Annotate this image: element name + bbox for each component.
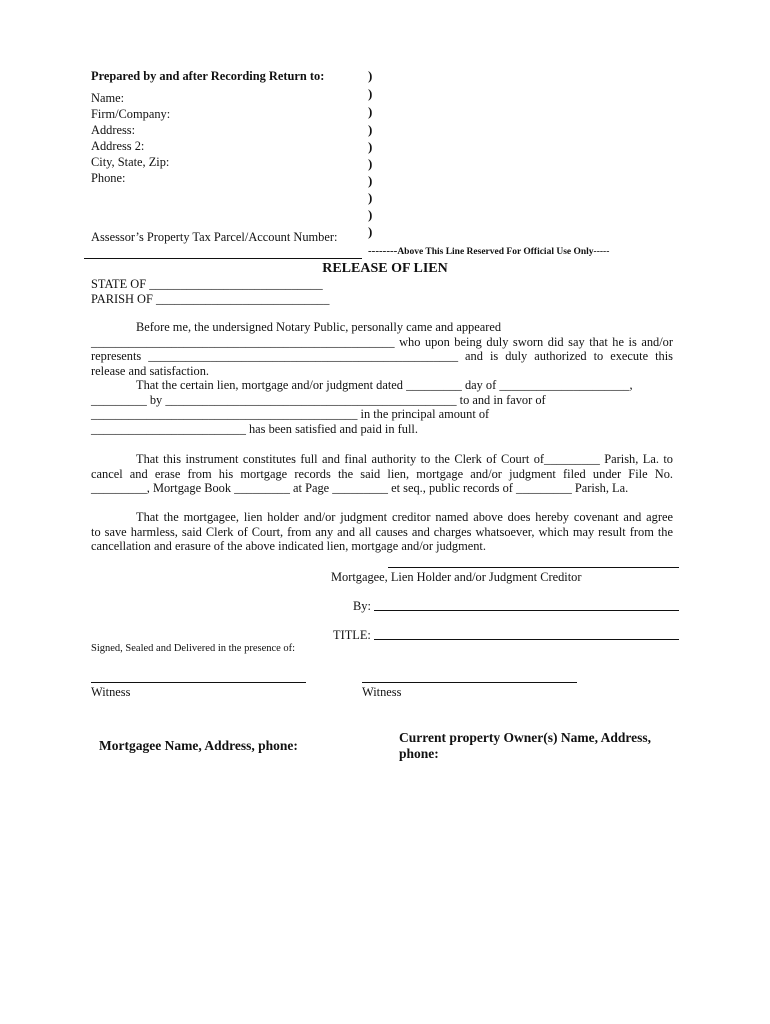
- paragraph-line: represents __________________________________________________ and is duly authorized to execute this: [91, 349, 673, 364]
- bracket-mark: ): [368, 173, 373, 188]
- mortgagee-info-heading: Mortgagee Name, Address, phone:: [99, 738, 298, 753]
- witness2-signature-line[interactable]: [362, 682, 577, 683]
- paragraph-line: cancel and erase from his mortgage records the said lien, mortgage and/or judgment filed under File No.: [91, 466, 673, 481]
- paragraph-line: _________, Mortgage Book _________ at Page _________ et seq., public records of _________ Parish, La.: [91, 481, 629, 496]
- owner-info-heading: Current property Owner(s) Name, Address,: [399, 730, 651, 745]
- paragraph-line: to save harmless, said Clerk of Court, from any and all causes and charges whatsoever, which may result from the: [91, 524, 673, 539]
- authority-paragraph: [91, 452, 673, 496]
- paragraph-line: _________ by _______________________________________________ to and in favor of: [91, 392, 546, 407]
- paragraph-line: That the certain lien, mortgage and/or judgment dated _________ day of _____________________,: [136, 378, 633, 392]
- paragraph-line: That the mortgagee, lien holder and/or judgment creditor named above does hereby covenant and agree: [136, 510, 673, 524]
- bracket-mark: ): [368, 224, 373, 239]
- creditor-label: Mortgagee, Lien Holder and/or Judgment Creditor: [331, 570, 582, 584]
- city-state-zip-label: City, State, Zip:: [91, 155, 170, 169]
- bracket-mark: ): [368, 190, 373, 205]
- name-label: Name:: [91, 91, 125, 105]
- bracket-mark: ): [368, 122, 373, 137]
- witness1-label: Witness: [91, 685, 131, 699]
- paragraph-line: _________________________________________________ who upon being duly sworn did say that he is and/or: [91, 334, 673, 349]
- address-label: Address:: [91, 123, 136, 137]
- firm-label: Firm/Company:: [91, 107, 171, 121]
- bracket-mark: ): [368, 207, 373, 222]
- appearance-paragraph: [91, 320, 673, 378]
- presence-note: Signed, Sealed and Delivered in the presence of:: [91, 643, 296, 654]
- paragraph-line: ___________________________________________ in the principal amount of: [91, 407, 490, 422]
- prepared-by-heading: Prepared by and after Recording Return to:: [91, 69, 325, 83]
- paragraph-line: _________________________ has been satisfied and paid in full.: [91, 421, 418, 436]
- witness1-signature-line[interactable]: [91, 682, 306, 683]
- paragraph-line: Before me, the undersigned Notary Public, personally came and appeared: [136, 320, 502, 334]
- phone-label: Phone:: [91, 171, 126, 185]
- by-label: By:: [353, 599, 371, 613]
- parcel-label: Assessor’s Property Tax Parcel/Account Number:: [91, 230, 338, 244]
- paragraph-line: That this instrument constitutes full and final authority to the Clerk of Court of_________ Parish, La. to: [136, 452, 673, 466]
- paragraph-line: release and satisfaction.: [91, 363, 210, 378]
- reserved-divider: [84, 258, 362, 259]
- state-of-line: STATE OF ____________________________: [91, 277, 323, 291]
- creditor-signature-line[interactable]: [388, 567, 679, 568]
- bracket-mark: ): [368, 139, 373, 154]
- harmless-paragraph: [91, 510, 673, 554]
- witness2-label: Witness: [362, 685, 402, 699]
- bracket-mark: ): [368, 68, 373, 83]
- parish-of-line: PARISH OF ____________________________: [91, 292, 330, 306]
- by-signature-line[interactable]: [374, 610, 679, 611]
- bracket-mark: ): [368, 86, 373, 101]
- title-label: TITLE:: [333, 628, 371, 642]
- paragraph-line: cancellation and erasure of the above indicated lien, mortgage and/or judgment.: [91, 539, 486, 554]
- lien-paragraph: [91, 378, 673, 436]
- owner-info-heading-cont: phone:: [399, 746, 439, 761]
- reserved-note: --------Above This Line Reserved For Official Use Only-----: [368, 245, 610, 257]
- document-title: RELEASE OF LIEN: [322, 261, 448, 276]
- address2-label: Address 2:: [91, 139, 145, 153]
- title-signature-line[interactable]: [374, 639, 679, 640]
- bracket-mark: ): [368, 156, 373, 171]
- bracket-mark: ): [368, 104, 373, 119]
